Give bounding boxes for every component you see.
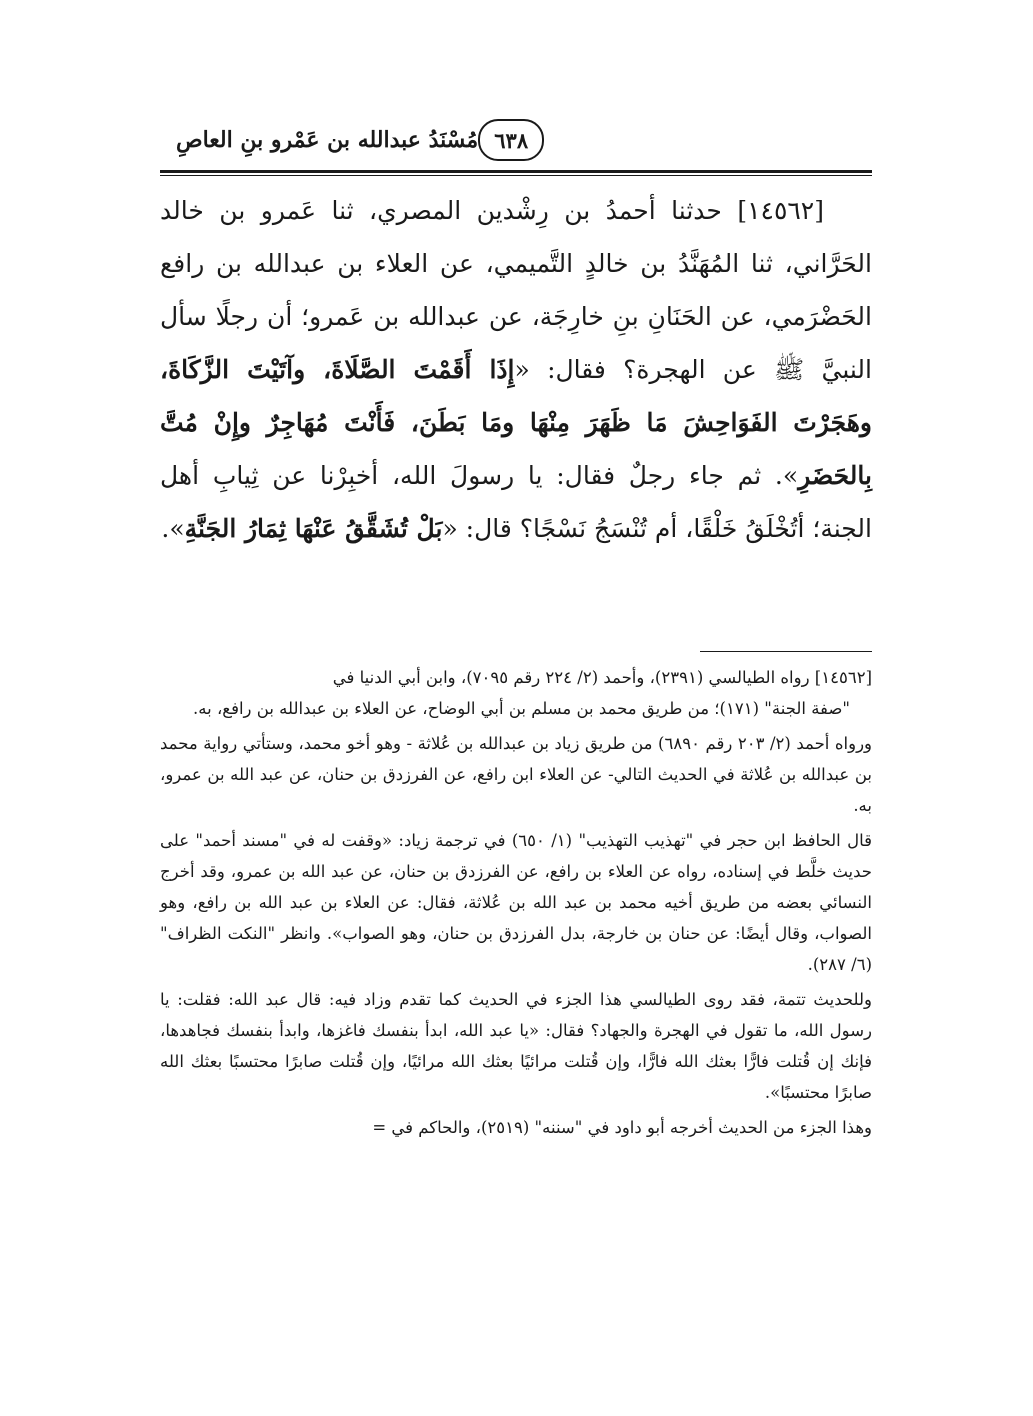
page-header (160, 118, 872, 162)
page-number: ٦٣٨ (478, 119, 544, 161)
footnote-paragraph (160, 662, 872, 724)
footnote-first-line: [١٤٥٦٢] رواه الطيالسي (٢٣٩١)، وأحمد (٢/ ٢٢٤ رقم ٧٠٩٥)، وابن أبي الدنيا في (332, 668, 872, 687)
footnote-paragraph: ورواه أحمد (٢/ ٢٠٣ رقم ٦٨٩٠) من طريق زياد بن عبدالله بن عُلاثة - وهو أخو محمد، وستأتي رواية محمد بن عبدالله بن عُلاثة في الحديث التالي- عن العلاء ابن رافع، عن الفرزدق بن حنان، عن عبد الله بن عمرو، به. (160, 734, 873, 815)
hadith-quote-1: إِذَا أَقَمْتَ الصَّلَاةَ، وآتَيْتَ الزَّكَاةَ، وهَجَرْتَ الفَوَاحِشَ مَا ظَهَرَ مِنْهَا ومَا بَطَنَ، فَأَنْتَ مُهَاجِرٌ وإِنْ مُتَّ بِالحَضَرِ (160, 355, 872, 490)
footnote-paragraph: وللحديث تتمة، فقد روى الطيالسي هذا الجزء في الحديث كما تقدم وزاد فيه: قال عبد الله: فقلت: يا رسول الله، ما تقول في الهجرة والجهاد؟ فقال: «يا عبد الله، ابدأ بنفسك فاغزها، وابدأ بنفسك فجاهدها، فإنك إن قُتلت فارًّا بعثك الله فارًّا، وإن قُتلت مرائيًا بعثك الله مرائيًا، وإن قُتلت صابرًا محتسبًا بعثك الله صابرًا محتسبًا». (160, 990, 872, 1102)
footnote-separator (700, 651, 872, 652)
hadith-quote-2: بَلْ تُشَقَّقُ عَنْهَا ثِمَارُ الجَنَّةِ (184, 514, 443, 543)
footnotes (160, 662, 872, 1147)
hadith-text (160, 184, 872, 555)
footnote-paragraph: قال الحافظ ابن حجر في "تهذيب التهذيب" (١/ ٦٥٠) في ترجمة زياد: «وقفت له في "مسند أحمد" على حديث خلَّط في إسناده، رواه عن العلاء بن رافع، عن الفرزدق بن حنان، عن عبد الله بن عمرو، وقد أخرج النسائي بعضه من طريق أخيه محمد بن عبد الله بن عُلاثة، فقال: عن العلاء بن عبد الله بن رافع، وهو الصواب، وقال أيضًا: عن حنان بن خارجة، بدل الفرزدق بن حنان، وهو الصواب». وانظر "النكت الظراف" (٦/ ٢٨٧). (160, 831, 872, 974)
hadith-part-2: ». ثم جاء رجلٌ فقال: يا رسولَ الله، أخبِرْنا عن ثِيابِ أهل الجنة؛ أتُخْلَقُ خَلْقًا، أم تُنْسَجُ نَسْجًا؟ قال: « (160, 461, 872, 543)
hadith-part-1: [١٤٥٦٢] حدثنا أحمدُ بن رِشْدين المصري، ثنا عَمرو بن خالد الحَرَّاني، ثنا المُهَنَّدُ بن خالدٍ التَّميمي، عن العلاء بن عبدالله بن رافع الحَضْرَمي، عن الحَنَانِ بنِ خارِجَة، عن عبدالله بن عَمرو؛ أن رجلًا سأل النبيَّ ﷺ عن الهجرة؟ فقال: « (160, 196, 872, 384)
running-title: مُسْنَدُ عبدالله بن عَمْرو بنِ العاصِ (176, 127, 479, 153)
footnote-continuation: "صفة الجنة" (١٧١)؛ من طريق محمد بن مسلم بن أبي الوضاح، عن العلاء بن عبدالله بن رافع، به. (193, 699, 850, 718)
hadith-part-3: ». (161, 514, 185, 543)
hadith-paragraph (160, 184, 872, 555)
footnote-paragraph: وهذا الجزء من الحديث أخرجه أبو داود في "سننه" (٢٥١٩)، والحاكم في = (372, 1118, 872, 1137)
header-rule (160, 170, 872, 176)
